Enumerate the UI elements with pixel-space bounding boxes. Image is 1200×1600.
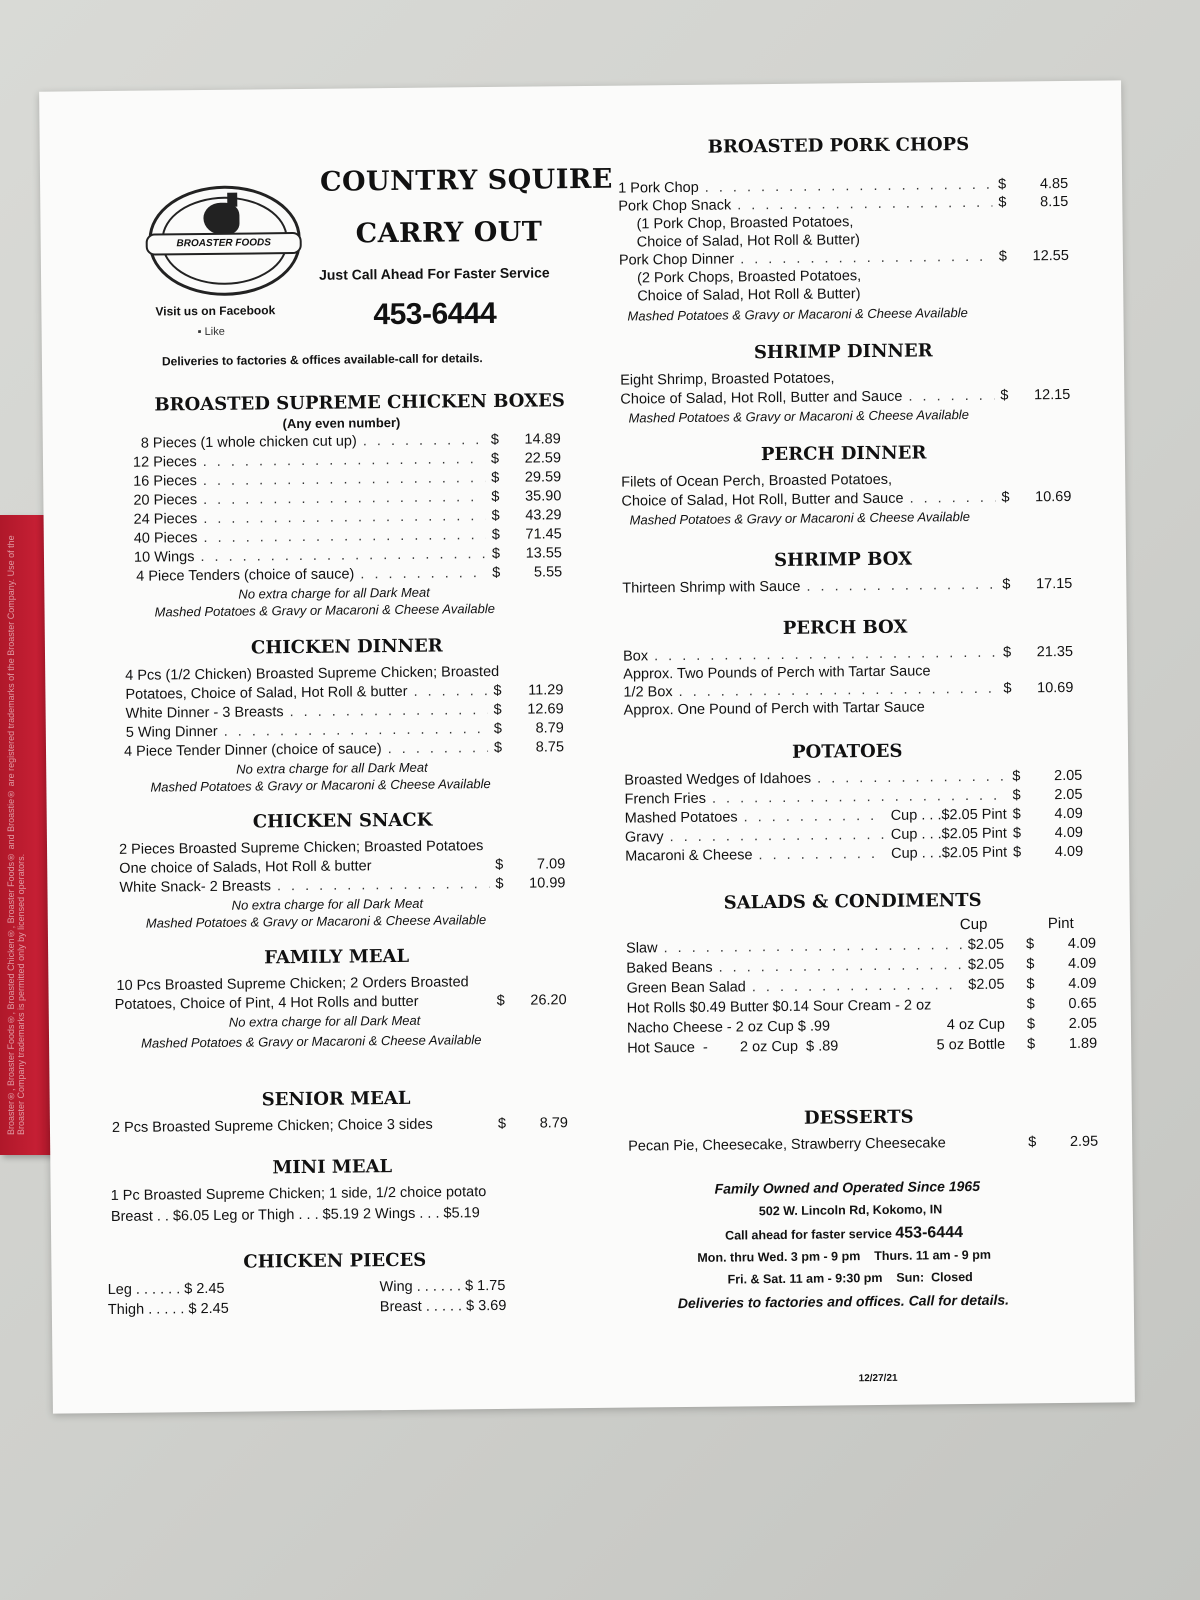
menu-row: Potatoes, Choice of Salad, Hot Roll & butter . . . $ 11.29 bbox=[125, 681, 563, 704]
piece-breast: Breast . . . . . $ 3.69 bbox=[379, 1297, 507, 1316]
menu-row: One choice of Salads, Hot Roll & butter $ 7.09 bbox=[119, 856, 566, 877]
footer-family-owned: Family Owned and Operated Since 1965 bbox=[714, 1177, 981, 1197]
piece-leg: Leg . . . . . . $ 2.45 bbox=[107, 1280, 225, 1299]
menu-row: White Snack- 2 Breasts . . . $ 10.99 bbox=[119, 874, 565, 897]
snack-note-dark: No extra charge for all Dark Meat bbox=[231, 895, 424, 913]
dinner-desc: 4 Pcs (1/2 Chicken) Broasted Supreme Chicken; Broasted bbox=[125, 663, 500, 684]
salads-col-pint: Pint bbox=[1047, 914, 1074, 933]
menu-row: Choice of Salad, Hot Roll, Butter and Sauce . . . $ 10.69 bbox=[621, 488, 1071, 511]
perch-dinner-note: Mashed Potatoes & Gravy or Macaroni & Cheese Available bbox=[629, 508, 971, 528]
snack-note-sides: Mashed Potatoes & Gravy or Macaroni & Cheese Available bbox=[145, 912, 487, 931]
thumbs-up-icon: ▪ bbox=[197, 325, 205, 339]
menu-row: Nacho Cheese - 2 oz Cup $ .99 4 oz Cup $ 2.05 bbox=[626, 1015, 1098, 1037]
porkchop-snack-desc1: (1 Pork Chop, Broasted Potatoes, bbox=[636, 214, 854, 233]
porkchop-snack-desc2: Choice of Salad, Hot Roll & Butter) bbox=[636, 232, 861, 251]
menu-row: 1/2 Box . . . $ 10.69 bbox=[623, 679, 1073, 702]
menu-row: Box . . . $ 21.35 bbox=[623, 643, 1073, 666]
boxes-subtitle: (Any even number) bbox=[282, 414, 401, 432]
section-title-porkchops: BROASTED PORK CHOPS bbox=[707, 133, 970, 158]
shrimp-dinner-desc: Eight Shrimp, Broasted Potatoes, bbox=[620, 370, 835, 389]
stack-fine-print: Broaster®, Broaster Foods®, Broasted Chicken®, Broaster Foods® and Broastie® are registered trademarks of the Broaster Company. Use of the Broaster Company trademarks is permitted only by licensed operators. bbox=[6, 535, 26, 1135]
footer-phone: 453-6444 bbox=[895, 1224, 964, 1242]
salads-col-cup: Cup bbox=[959, 915, 988, 934]
print-date-code: 12/27/21 bbox=[858, 1372, 898, 1385]
dinner-note-sides: Mashed Potatoes & Gravy or Macaroni & Cheese Available bbox=[150, 776, 491, 795]
menu-row: 5 Wing Dinner . . . $ 8.79 bbox=[126, 719, 564, 742]
menu-row: 1 Pork Chop . . . $ 4.85 bbox=[618, 175, 1068, 198]
section-title-pieces: CHICKEN PIECES bbox=[243, 1249, 427, 1273]
menu-sheet bbox=[39, 80, 1135, 1413]
menu-row: Broasted Wedges of Idahoes . . . $ 2.05 bbox=[624, 767, 1082, 790]
menu-row: 4 Piece Tender Dinner (choice of sauce) . . . $ 8.75 bbox=[124, 738, 564, 761]
header-phone: 453-6444 bbox=[373, 296, 497, 332]
snack-desc: 2 Pieces Broasted Supreme Chicken; Broasted Potatoes bbox=[118, 838, 484, 858]
section-title-family: FAMILY MEAL bbox=[264, 945, 410, 969]
menu-row: Pork Chop Snack . . . $ 8.15 bbox=[618, 193, 1068, 216]
menu-row: 40 Pieces . . . $ 71.45 bbox=[134, 525, 562, 547]
section-title-perch-box: PERCH BOX bbox=[782, 616, 908, 639]
section-title-salads: SALADS & CONDIMENTS bbox=[723, 889, 982, 914]
logo-banner: BROASTER FOODS bbox=[146, 232, 302, 256]
menu-row: 10 Wings . . . $ 13.55 bbox=[134, 544, 562, 566]
menu-row: Pork Chop Dinner . . . $ 12.55 bbox=[619, 247, 1069, 270]
section-title-potatoes: POTATOES bbox=[791, 740, 903, 763]
menu-row: French Fries . . . $ 2.05 bbox=[624, 786, 1082, 809]
piece-wing: Wing . . . . . . $ 1.75 bbox=[379, 1277, 506, 1296]
restaurant-name-line2: CARRY OUT bbox=[355, 216, 543, 250]
facebook-like[interactable]: ▪ Like bbox=[197, 325, 225, 339]
menu-row: 12 Pieces . . . $ 22.59 bbox=[133, 449, 561, 471]
footer-deliveries: Deliveries to factories and offices. Call for details. bbox=[677, 1291, 1010, 1312]
porkchop-note: Mashed Potatoes & Gravy or Macaroni & Cheese Available bbox=[627, 304, 968, 324]
footer-address: 502 W. Lincoln Rd, Kokomo, IN bbox=[758, 1202, 943, 1219]
tagline: Just Call Ahead For Faster Service bbox=[318, 264, 550, 283]
menu-row: Gravy . . . Cup . . .$2.05 Pint $ 4.09 bbox=[625, 824, 1083, 847]
footer-call: Call ahead for faster service 453-6444 bbox=[725, 1224, 964, 1243]
menu-row: Pecan Pie, Cheesecake, Strawberry Cheesecake $ 2.95 bbox=[628, 1133, 1099, 1155]
section-title-boxes: BROASTED SUPREME CHICKEN BOXES bbox=[154, 390, 565, 416]
dinner-note-dark: No extra charge for all Dark Meat bbox=[236, 759, 428, 777]
section-title-shrimp-dinner: SHRIMP DINNER bbox=[753, 340, 933, 364]
footer-hours-1: Mon. thru Wed. 3 pm - 9 pm Thurs. 11 am - 9 pm bbox=[697, 1247, 991, 1265]
menu-row: 2 Pcs Broasted Supreme Chicken; Choice 3 sides $ 8.79 bbox=[111, 1115, 569, 1136]
broaster-foods-logo bbox=[148, 185, 301, 297]
menu-row: 4 Piece Tenders (choice of sauce) . . . $ 5.55 bbox=[136, 563, 562, 585]
menu-row: Hot Rolls $0.49 Butter $0.14 Sour Cream - 2 oz $ 0.65 bbox=[626, 995, 1097, 1017]
section-title-perch-dinner: PERCH DINNER bbox=[760, 442, 927, 466]
menu-row: White Dinner - 3 Breasts . . . $ 12.69 bbox=[126, 700, 564, 723]
menu-row: Macaroni & Cheese . . . Cup . . .$2.05 Pint $ 4.09 bbox=[625, 843, 1083, 866]
piece-thigh: Thigh . . . . . $ 2.45 bbox=[107, 1300, 229, 1319]
menu-row: Slaw . . . $2.05 $ 4.09 bbox=[626, 935, 1096, 958]
menu-row: Mashed Potatoes . . . Cup . . .$2.05 Pint $ 4.09 bbox=[625, 805, 1083, 828]
perch-dinner-desc: Filets of Ocean Perch, Broasted Potatoes, bbox=[621, 471, 893, 491]
section-title-desserts: DESSERTS bbox=[803, 1106, 914, 1129]
family-desc: 10 Pcs Broasted Supreme Chicken; 2 Orders Broasted bbox=[116, 974, 469, 994]
section-title-dinner: CHICKEN DINNER bbox=[250, 635, 443, 659]
facebook-text: Visit us on Facebook bbox=[155, 303, 276, 319]
deliveries-note: Deliveries to factories & offices available-call for details. bbox=[161, 351, 483, 369]
menu-row: Thirteen Shrimp with Sauce . . . $ 17.15 bbox=[622, 575, 1072, 598]
menu-row: Baked Beans . . . $2.05 $ 4.09 bbox=[626, 955, 1096, 978]
boxes-note-sides: Mashed Potatoes & Gravy or Macaroni & Cheese Available bbox=[154, 600, 495, 620]
menu-row: 24 Pieces . . . $ 43.29 bbox=[134, 506, 562, 528]
menu-row: Choice of Salad, Hot Roll, Butter and Sauce . . . $ 12.15 bbox=[620, 386, 1070, 409]
section-title-shrimp-box: SHRIMP BOX bbox=[773, 548, 913, 572]
shrimp-dinner-note: Mashed Potatoes & Gravy or Macaroni & Cheese Available bbox=[628, 406, 969, 426]
boxes-note-dark: No extra charge for all Dark Meat bbox=[238, 584, 430, 602]
menu-row: 8 Pieces (1 whole chicken cut up) . . . $ 14.89 bbox=[141, 430, 561, 452]
perch-box-desc: Approx. Two Pounds of Perch with Tartar Sauce bbox=[623, 663, 931, 683]
menu-row: 16 Pieces . . . $ 29.59 bbox=[133, 468, 561, 490]
half-perch-box-desc: Approx. One Pound of Perch with Tartar Sauce bbox=[623, 699, 925, 719]
menu-row: Potatoes, Choice of Pint, 4 Hot Rolls and butter $ 26.20 bbox=[114, 992, 567, 1013]
footer-hours-2: Fri. & Sat. 11 am - 9:30 pm Sun: Closed bbox=[727, 1269, 973, 1287]
family-note-sides: Mashed Potatoes & Gravy or Macaroni & Cheese Available bbox=[140, 1032, 482, 1051]
menu-row: Green Bean Salad . . . $2.05 $ 4.09 bbox=[626, 975, 1096, 998]
top-hat-icon bbox=[227, 193, 237, 207]
mini-prices: Breast . . $6.05 Leg or Thigh . . . $5.19 2 Wings . . . $5.19 bbox=[110, 1205, 480, 1226]
rooster-icon bbox=[203, 203, 239, 235]
menu-row: 20 Pieces . . . $ 35.90 bbox=[133, 487, 561, 509]
section-title-snack: CHICKEN SNACK bbox=[252, 809, 433, 833]
section-title-senior: SENIOR MEAL bbox=[261, 1087, 411, 1111]
mini-desc: 1 Pc Broasted Supreme Chicken; 1 side, 1/2 choice potato bbox=[110, 1184, 487, 1205]
porkchop-dinner-desc2: Choice of Salad, Hot Roll & Butter) bbox=[637, 286, 861, 305]
family-note-dark: No extra charge for all Dark Meat bbox=[228, 1012, 421, 1030]
section-title-mini: MINI MEAL bbox=[272, 1156, 393, 1179]
porkchop-dinner-desc1: (2 Pork Chops, Broasted Potatoes, bbox=[637, 268, 862, 287]
menu-row: Hot Sauce - 2 oz Cup $ .89 5 oz Bottle $ 1.89 bbox=[627, 1035, 1098, 1057]
restaurant-name-line1: COUNTRY SQUIRE bbox=[319, 163, 614, 198]
